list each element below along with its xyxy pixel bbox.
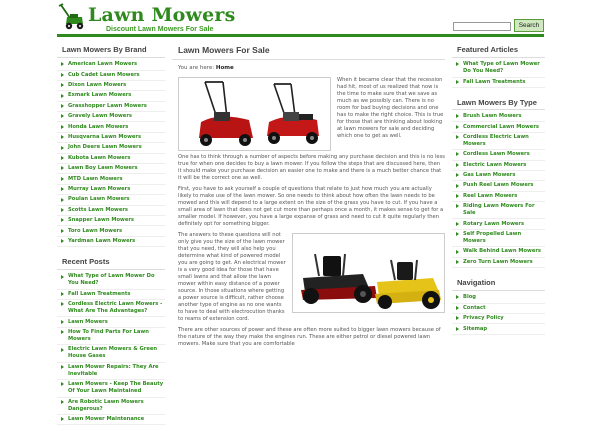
paragraph-4: The answers to these questions will not only give you the size of the lawn mower that you need, they will also help you determine what kind of powered model you are going to get. An electrical mower is a very good idea for those that have small lawns and that allow the lawn mower within easy distance of a power source. In those situations where getting a power source is difficult, rather choose another type of engine as no one wants to have to deal with electrocution thanks to reams of extension cord.: [178, 232, 286, 323]
recent-post-item[interactable]: [57, 328, 165, 345]
recent-post-item[interactable]: [57, 380, 165, 397]
recent-post-item[interactable]: [57, 300, 165, 317]
arrow-right-icon: [456, 327, 459, 331]
type-list: [452, 112, 545, 268]
arrow-right-icon: [61, 208, 64, 212]
recent-post-item[interactable]: [57, 317, 165, 327]
type-item[interactable]: [452, 181, 545, 191]
arrow-right-icon: [456, 173, 459, 177]
arrow-right-icon: [456, 184, 459, 188]
brand-item-link[interactable]: Murray Lawn Mowers: [68, 186, 131, 192]
recent-post-item[interactable]: [57, 363, 165, 380]
type-item[interactable]: [452, 133, 545, 150]
type-item[interactable]: [452, 122, 545, 132]
featured-item[interactable]: [452, 78, 545, 88]
type-item-link[interactable]: Push Reel Lawn Mowers: [463, 182, 534, 189]
arrow-right-icon: [61, 135, 64, 139]
type-item-link[interactable]: Gas Lawn Mowers: [463, 172, 516, 179]
recent-post-item-link[interactable]: Lawn Mower Repairs: They Are Inevitable: [68, 363, 159, 377]
arrow-right-icon: [61, 146, 64, 150]
brand-item-link[interactable]: Kubota Lawn Mowers: [68, 154, 131, 161]
arrow-right-icon: [61, 302, 64, 306]
arrow-right-icon: [61, 198, 64, 202]
search-input[interactable]: [453, 22, 511, 31]
arrow-right-icon: [61, 292, 64, 296]
brand-item[interactable]: [57, 60, 165, 70]
arrow-right-icon: [456, 232, 459, 236]
breadcrumb-home[interactable]: Home: [215, 65, 234, 72]
nav-item[interactable]: [452, 324, 545, 334]
type-item[interactable]: [452, 258, 545, 268]
brand-item[interactable]: [57, 154, 165, 164]
type-item[interactable]: [452, 150, 545, 160]
paragraph-1: When it became clear that the recession had hit, most of us realized that now is the time to make sure that we save as much as we possibly can. There is no room for bad buying decisions and one has to make the right choice. This is true for those that are thinking about looking at lawn mowers for sale and deciding which one to get as well.: [337, 76, 444, 140]
arrow-right-icon: [456, 204, 459, 208]
brand-item[interactable]: [57, 174, 165, 184]
recent-post-item-link[interactable]: Are Robotic Lawn Mowers Dangerous?: [68, 398, 144, 412]
type-item[interactable]: [452, 219, 545, 229]
arrow-right-icon: [456, 62, 459, 66]
brand-item-link[interactable]: Yardman Lawn Mowers: [68, 237, 136, 244]
paragraph-2: One has to think through a number of aspects before making any purchase decision and this is no less true for when one decides to buy a lawn mower. If you follow the steps that are discussed here, then it should make your purchase decision an easier one to make and there is a much better chance that it will be the correct one as well.: [178, 153, 445, 181]
type-item[interactable]: [452, 202, 545, 219]
brand-item[interactable]: [57, 133, 165, 143]
type-item[interactable]: [452, 161, 545, 171]
arrow-right-icon: [456, 135, 459, 139]
recent-posts-title: Recent Posts: [57, 256, 165, 270]
nav-item[interactable]: [452, 314, 545, 324]
nav-item[interactable]: [452, 293, 545, 303]
brand-item-link[interactable]: Lawn Boy Lawn Mowers: [68, 165, 138, 172]
arrow-right-icon: [456, 125, 459, 129]
paragraph-5: There are other sources of power and these are often more suited to bigger lawn mowers because of the nature of the way they make the engines run. These are either petrol or diesel powered lawn mowers. Make sure that you are comfortable: [178, 327, 441, 348]
navigation-widget: [452, 277, 545, 335]
arrow-right-icon: [61, 320, 64, 324]
left-sidebar: [57, 44, 165, 434]
arrow-right-icon: [456, 316, 459, 320]
brand-item-link[interactable]: MTD Lawn Mowers: [68, 175, 123, 182]
arrow-right-icon: [456, 163, 459, 167]
arrow-right-icon: [61, 125, 64, 129]
breadcrumb: [172, 60, 445, 76]
brand-item-link[interactable]: American Lawn Mowers: [68, 61, 138, 68]
recent-post-item-link[interactable]: How To Find Parts For Lawn Mowers: [68, 329, 149, 343]
navigation-list: [452, 293, 545, 335]
arrow-right-icon: [61, 382, 64, 386]
nav-item-link[interactable]: Contact: [463, 304, 486, 311]
arrow-right-icon: [61, 73, 64, 77]
type-item-link[interactable]: Cordless Lawn Mowers: [463, 151, 530, 158]
arrow-right-icon: [61, 166, 64, 170]
type-item-link[interactable]: Cordless Electric Lawn Mowers: [463, 133, 529, 147]
nav-item-link[interactable]: Blog: [463, 294, 477, 301]
nav-item[interactable]: [452, 304, 545, 314]
brand-item[interactable]: [57, 216, 165, 226]
recent-post-item-link[interactable]: Cordless Electric Lawn Mowers - What Are The Advantages?: [68, 301, 163, 315]
recent-post-item-link[interactable]: Fall Lawn Treatments: [68, 290, 131, 297]
brand-item[interactable]: [57, 112, 165, 122]
brand-item-link[interactable]: Gravely Lawn Mowers: [68, 113, 132, 120]
recent-post-item[interactable]: [57, 345, 165, 362]
nav-item-link[interactable]: Sitemap: [463, 325, 488, 332]
type-widget: [452, 97, 545, 268]
brand-item-link[interactable]: Husqvarna Lawn Mowers: [68, 134, 142, 141]
arrow-right-icon: [61, 177, 64, 181]
recent-post-item-link[interactable]: Electric Lawn Mowers & Green House Gases: [68, 346, 158, 360]
recent-post-item[interactable]: [57, 398, 165, 415]
arrow-right-icon: [61, 400, 64, 404]
recent-posts-widget: [57, 256, 165, 425]
recent-post-item[interactable]: [57, 272, 165, 289]
arrow-right-icon: [61, 104, 64, 108]
arrow-right-icon: [61, 365, 64, 369]
main-content: [172, 44, 445, 352]
type-item-link[interactable]: Commercial Lawn Mowers: [463, 123, 539, 130]
header-divider: [57, 34, 544, 37]
nav-item-link[interactable]: Privacy Policy: [463, 315, 504, 322]
arrow-right-icon: [61, 229, 64, 233]
brand-item[interactable]: [57, 185, 165, 195]
type-item-link[interactable]: Reel Lawn Mowers: [463, 192, 518, 199]
riding-mowers-photo: [292, 233, 445, 313]
type-item[interactable]: [452, 247, 545, 257]
arrow-right-icon: [456, 306, 459, 310]
navigation-title: Navigation: [452, 277, 545, 291]
arrow-right-icon: [456, 194, 459, 198]
article-body: [172, 77, 445, 348]
brand-item[interactable]: [57, 102, 165, 112]
arrow-right-icon: [61, 114, 64, 118]
recent-post-item-link[interactable]: Lawn Mowers - Keep The Beauty Of Your Lawn Maintained: [68, 381, 164, 395]
brand-item-link[interactable]: Honda Lawn Mowers: [68, 123, 129, 130]
brand-item-link[interactable]: John Deere Lawn Mowers: [68, 144, 142, 151]
type-widget-title: Lawn Mowers By Type: [452, 97, 545, 110]
site-tagline: Discount Lawn Mowers For Sale: [106, 26, 214, 33]
arrow-right-icon: [61, 62, 64, 66]
arrow-right-icon: [61, 348, 64, 352]
type-item[interactable]: [452, 171, 545, 181]
brand-item[interactable]: [57, 143, 165, 153]
arrow-right-icon: [456, 222, 459, 226]
brand-item[interactable]: [57, 91, 165, 101]
brand-item-link[interactable]: Snapper Lawn Mowers: [68, 217, 135, 224]
brand-item[interactable]: [57, 195, 165, 205]
recent-post-item[interactable]: [57, 290, 165, 300]
brand-item-link[interactable]: Poulan Lawn Mowers: [68, 196, 130, 203]
brand-item[interactable]: [57, 122, 165, 132]
featured-list: [452, 60, 545, 88]
lawn-mower-icon[interactable]: [57, 3, 85, 31]
push-mowers-illustration: [179, 78, 332, 152]
brand-widget: [57, 44, 165, 247]
site-title[interactable]: Lawn Mowers: [88, 4, 236, 26]
page-title: Lawn Mowers For Sale: [172, 44, 445, 60]
breadcrumb-prefix: You are here:: [178, 65, 215, 72]
arrow-right-icon: [456, 114, 459, 118]
arrow-right-icon: [61, 83, 64, 87]
type-item-link[interactable]: Self Propelled Lawn Mowers: [463, 231, 522, 245]
featured-item[interactable]: [452, 60, 545, 77]
arrow-right-icon: [61, 94, 64, 98]
arrow-right-icon: [61, 330, 64, 334]
type-item[interactable]: [452, 192, 545, 202]
arrow-right-icon: [61, 417, 64, 421]
recent-post-item-link[interactable]: Lawn Mower Maintenance: [68, 416, 145, 423]
brand-item[interactable]: [57, 206, 165, 216]
recent-post-item[interactable]: [57, 415, 165, 425]
brand-item-link[interactable]: Exmark Lawn Mowers: [68, 92, 132, 99]
recent-posts-list: [57, 272, 165, 425]
arrow-right-icon: [456, 250, 459, 254]
site-header: [0, 0, 600, 44]
arrow-right-icon: [456, 295, 459, 299]
brand-list: [57, 60, 165, 247]
arrow-right-icon: [61, 275, 64, 279]
brand-item[interactable]: [57, 71, 165, 81]
type-item-link[interactable]: Electric Lawn Mowers: [463, 161, 527, 168]
arrow-right-icon: [456, 80, 459, 84]
type-item-link[interactable]: Rotary Lawn Mowers: [463, 220, 525, 227]
riding-mowers-illustration: [293, 234, 446, 314]
type-item-link[interactable]: Zero Turn Lawn Mowers: [463, 258, 533, 265]
recent-post-item-link[interactable]: Lawn Mowers: [68, 318, 108, 325]
brand-item[interactable]: [57, 81, 165, 91]
type-item-link[interactable]: Riding Lawn Mowers For Sale: [463, 203, 535, 217]
brand-item[interactable]: [57, 226, 165, 236]
right-sidebar: [452, 44, 545, 344]
type-item[interactable]: [452, 230, 545, 247]
type-item-link[interactable]: Walk Behind Lawn Mowers: [463, 248, 542, 255]
arrow-right-icon: [61, 239, 64, 243]
recent-post-item-link[interactable]: What Type of Lawn Mower Do You Need?: [68, 273, 155, 287]
arrow-right-icon: [456, 152, 459, 156]
type-item[interactable]: [452, 112, 545, 122]
brand-item-link[interactable]: Cub Cadet Lawn Mowers: [68, 71, 140, 78]
arrow-right-icon: [61, 156, 64, 160]
brand-widget-title: Lawn Mowers By Brand: [57, 44, 165, 58]
search-button[interactable]: Search: [514, 19, 544, 32]
featured-widget: [452, 44, 545, 88]
brand-item-link[interactable]: Scotts Lawn Mowers: [68, 206, 129, 213]
brand-item-link[interactable]: Toro Lawn Mowers: [68, 227, 123, 234]
arrow-right-icon: [456, 260, 459, 264]
featured-item-link[interactable]: What Type of Lawn Mower Do You Need?: [463, 61, 540, 75]
paragraph-3: First, you have to ask yourself a couple of questions that relate to just how much you are actually likely to make use of the lawn mower. So one needs to think about how often the lawn needs to be mowed and this will depend to a large extent on the size of the grass you have to cut. If you have a small area of lawn that does not get cut more than perhaps once a month, it makes sense to get for a smaller model. If however, you have a large expanse of grass and need to cut it quite regularly then definitely opt for something bigger.: [178, 185, 444, 228]
featured-item-link[interactable]: Fall Lawn Treatments: [463, 78, 526, 85]
arrow-right-icon: [61, 187, 64, 191]
brand-item-link[interactable]: Dixon Lawn Mowers: [68, 82, 127, 89]
arrow-right-icon: [61, 218, 64, 222]
push-mowers-photo: [178, 77, 331, 151]
featured-title: Featured Articles: [452, 44, 545, 58]
brand-item[interactable]: [57, 164, 165, 174]
brand-item-link[interactable]: Grasshopper Lawn Mowers: [68, 102, 147, 109]
type-item-link[interactable]: Brush Lawn Mowers: [463, 113, 522, 120]
brand-item[interactable]: [57, 237, 165, 247]
